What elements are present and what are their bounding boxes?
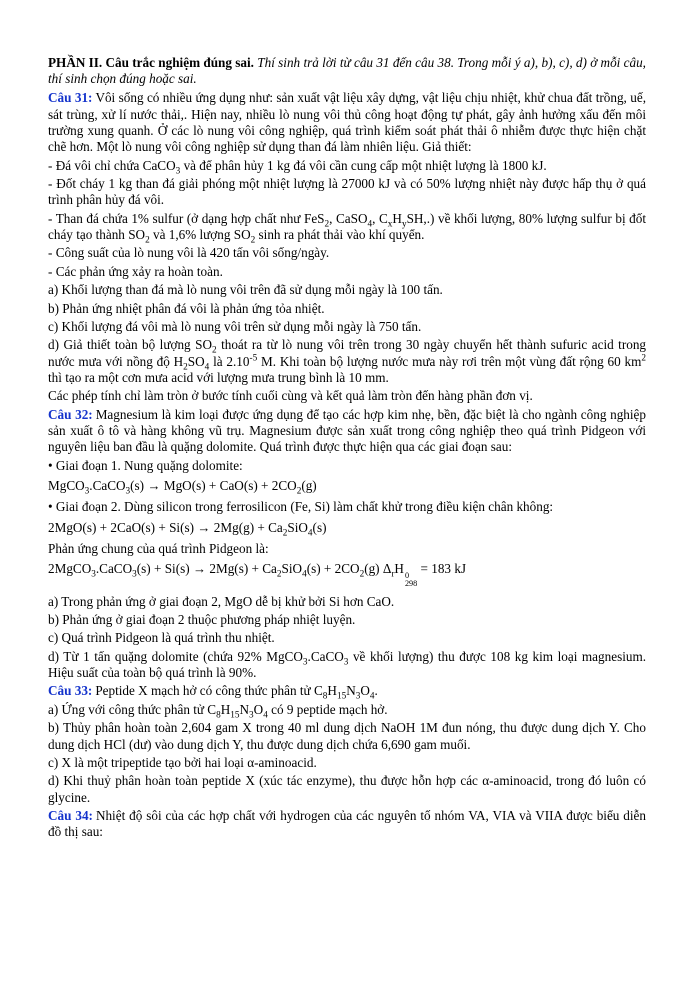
question-intro [48,90,646,155]
stage-heading: • Giai đoạn 2. Dùng silicon trong ferrosilicon (Fe, Si) làm chất khử trong điều kiện chân không: [48,499,554,515]
question-intro [48,407,646,456]
chemical-equation: 2MgCO$_3$.CaCO$_3$(s) + $Si(s) \to 2Mg(s) + Ca_2SiO_4(s) + 2CO_2(g)$ $\Delta_rH$ 0 298 = 183 kJ [48,561,467,589]
statement-a: a) Trong phản ứng ở giai đoạn 2, MgO dễ bị khử bởi Si hơn CaO. [48,593,395,609]
statement-c: c) Khối lượng đá vôi mà lò nung vôi trên sử dụng mỗi ngày là 750 tấn. [48,319,422,335]
question-32 [48,407,646,681]
section-header [48,55,646,87]
statement-a: a) Khối lượng than đá mà lò nung vôi trên đã sử dụng mỗi ngày là 100 tấn. [48,282,443,298]
question-33-label: Câu 33: [48,683,93,699]
statement-b: b) Phản ứng ở giai đoạn 2 thuộc phương pháp nhiệt luyện. [48,611,356,627]
statement-b: b) Phản ứng nhiệt phân đá vôi là phản ứng tỏa nhiệt. [48,300,325,316]
question-intro [48,808,646,840]
statement-b: b) Thủy phân hoàn toàn 2,604 gam X trong 40 ml dung dịch NaOH 1M đun nóng, thu được dung dịch Y. Cho dung dịch HCl (dư) vào dung dịch Y, thu được dung dịch chứa 6,690 gam muối. [48,720,646,752]
assumption-item: - Than đá chứa 1% sulfur (ở dạng hợp chất như FeS$_2$, CaSO$_4$, $C_xH_ySH$,.) về khối lượng, 80% lượng sulfur bị đốt cháy tạo thành $SO_2$ và 1,6% lượng $SO_2$ sinh ra phát thải vào khí quyển. [48,210,647,245]
assumption-item: - Đá vôi chỉ chứa CaCO$_3$ và để phân hủy 1 kg đá vôi cần cung cấp một nhiệt lượng là 1800 kJ. [48,157,547,176]
statement-c: c) Quá trình Pidgeon là quá trình thu nhiệt. [48,630,275,646]
question-32-label: Câu 32: [48,406,93,422]
assumption-item: - Đốt cháy 1 kg than đá giải phóng một nhiệt lượng là 27000 kJ và có 50% lượng nhiệt này được hấp thụ ở quá trình phân hủy đá vôi. [48,176,646,208]
question-34-label: Câu 34: [48,808,93,823]
chemical-equation: MgCO$_3$.CaCO$_3$(s) → $MgO(s) + CaO(s) + 2CO_2(g)$ [48,478,317,497]
chemical-equation: $2MgO(s) + 2CaO(s) + Si(s) \to 2Mg(g) + Ca_2SiO_4(s)$ [48,519,327,538]
question-33-intro-text: Peptide X mạch hở có công thức phân tử $C_8H_{15}N_3O_4$. [95,683,378,702]
statement-c: c) X là một tripeptide tạo bởi hai loại α-aminoacid. [48,754,317,770]
rounding-note: Các phép tính chỉ làm tròn ở bước tính cuối cùng và kết quả làm tròn đến hàng phần đơn vị. [48,388,533,404]
statement-d: d) Từ 1 tấn quặng dolomite (chứa 92% MgCO$_3$.CaCO$_3$ về khối lượng) thu được 108 kg kim loại magnesium. Hiệu suất của toàn bộ quá trình là 90%. [48,648,647,680]
question-33 [48,683,646,805]
section-instructions: Thí sinh trả lời từ câu 31 đến câu 38. Trong mỗi ý a), b), c), d) ở mỗi câu, thí sinh chọn đúng hoặc sai. [48,55,646,87]
overall-reaction-caption: Phản ứng chung của quá trình Pidgeon là: [48,540,269,556]
question-31-intro-text: Vôi sống có nhiều ứng dụng như: sản xuất vật liệu xây dựng, vật liệu chịu nhiệt, khử chua đất trồng, uế, sát trùng, xử lí nước thải,. Hiện nay, nhiều lò nung vôi thủ công hoạt động tự phát, gây ảnh hưởng xấu đến môi trường xung quanh. Ở các lò nung vôi công nghiệp, quá trình kiểm soát phát thải ô nhiễm được thực hiện chặt chẽ hơn. Một lò nung vôi công nghiệp sử dụng than đá làm nhiên liệu. Giả thiết: [48,90,646,155]
question-32-intro-text: Magnesium là kim loại được ứng dụng để tạo các hợp kim nhẹ, bền, đặc biệt là cho ngành công nghiệp sản xuất ô tô và hàng không vũ trụ. Magnesium được sản xuất trong công nghiệp theo quá trình Pidgeon với nguyên liệu ban đầu là quặng dolomite. Quá trình được thực hiện qua các giai đoạn sau: [48,406,646,455]
question-31-label: Câu 31: [48,90,93,106]
question-34 [48,808,646,840]
section-title: PHẦN II. Câu trắc nghiệm đúng sai. [48,55,254,70]
assumption-item: - Các phản ứng xảy ra hoàn toàn. [48,263,223,279]
question-intro [48,683,646,702]
assumption-item: - Công suất của lò nung vôi là 420 tấn vôi sống/ngày. [48,245,330,261]
stage-heading: • Giai đoạn 1. Nung quặng dolomite: [48,457,243,473]
question-31 [48,90,646,404]
statement-a: a) Ứng với công thức phân tử $C_8H_{15}N_3O_4$ có 9 peptide mạch hở. [48,701,388,720]
statement-d: d) Khi thuỷ phân hoàn toàn peptide X (xúc tác enzyme), thu được hỗn hợp các α-aminoacid, trong đó luôn có glycine. [48,773,646,805]
statement-d: d) Giả thiết toàn bộ lượng $SO_2$ thoát ra từ lò nung vôi trên trong 30 ngày chuyển hết thành sufuric acid trong nước mưa với nồng độ $H_2SO_4$ là $2.10^{-5}$ M. Khi toàn bộ lượng nước mưa này rơi trên một vùng đất rộng 60 $km^2$ thì tạo ra một cơn mưa acid với lượng mưa trung bình là 10 mm. [48,337,647,385]
question-34-intro-text: Nhiệt độ sôi của các hợp chất với hydrogen của các nguyên tố nhóm VA, VIA và VIIA được biểu diễn đồ thị sau: [48,808,647,840]
